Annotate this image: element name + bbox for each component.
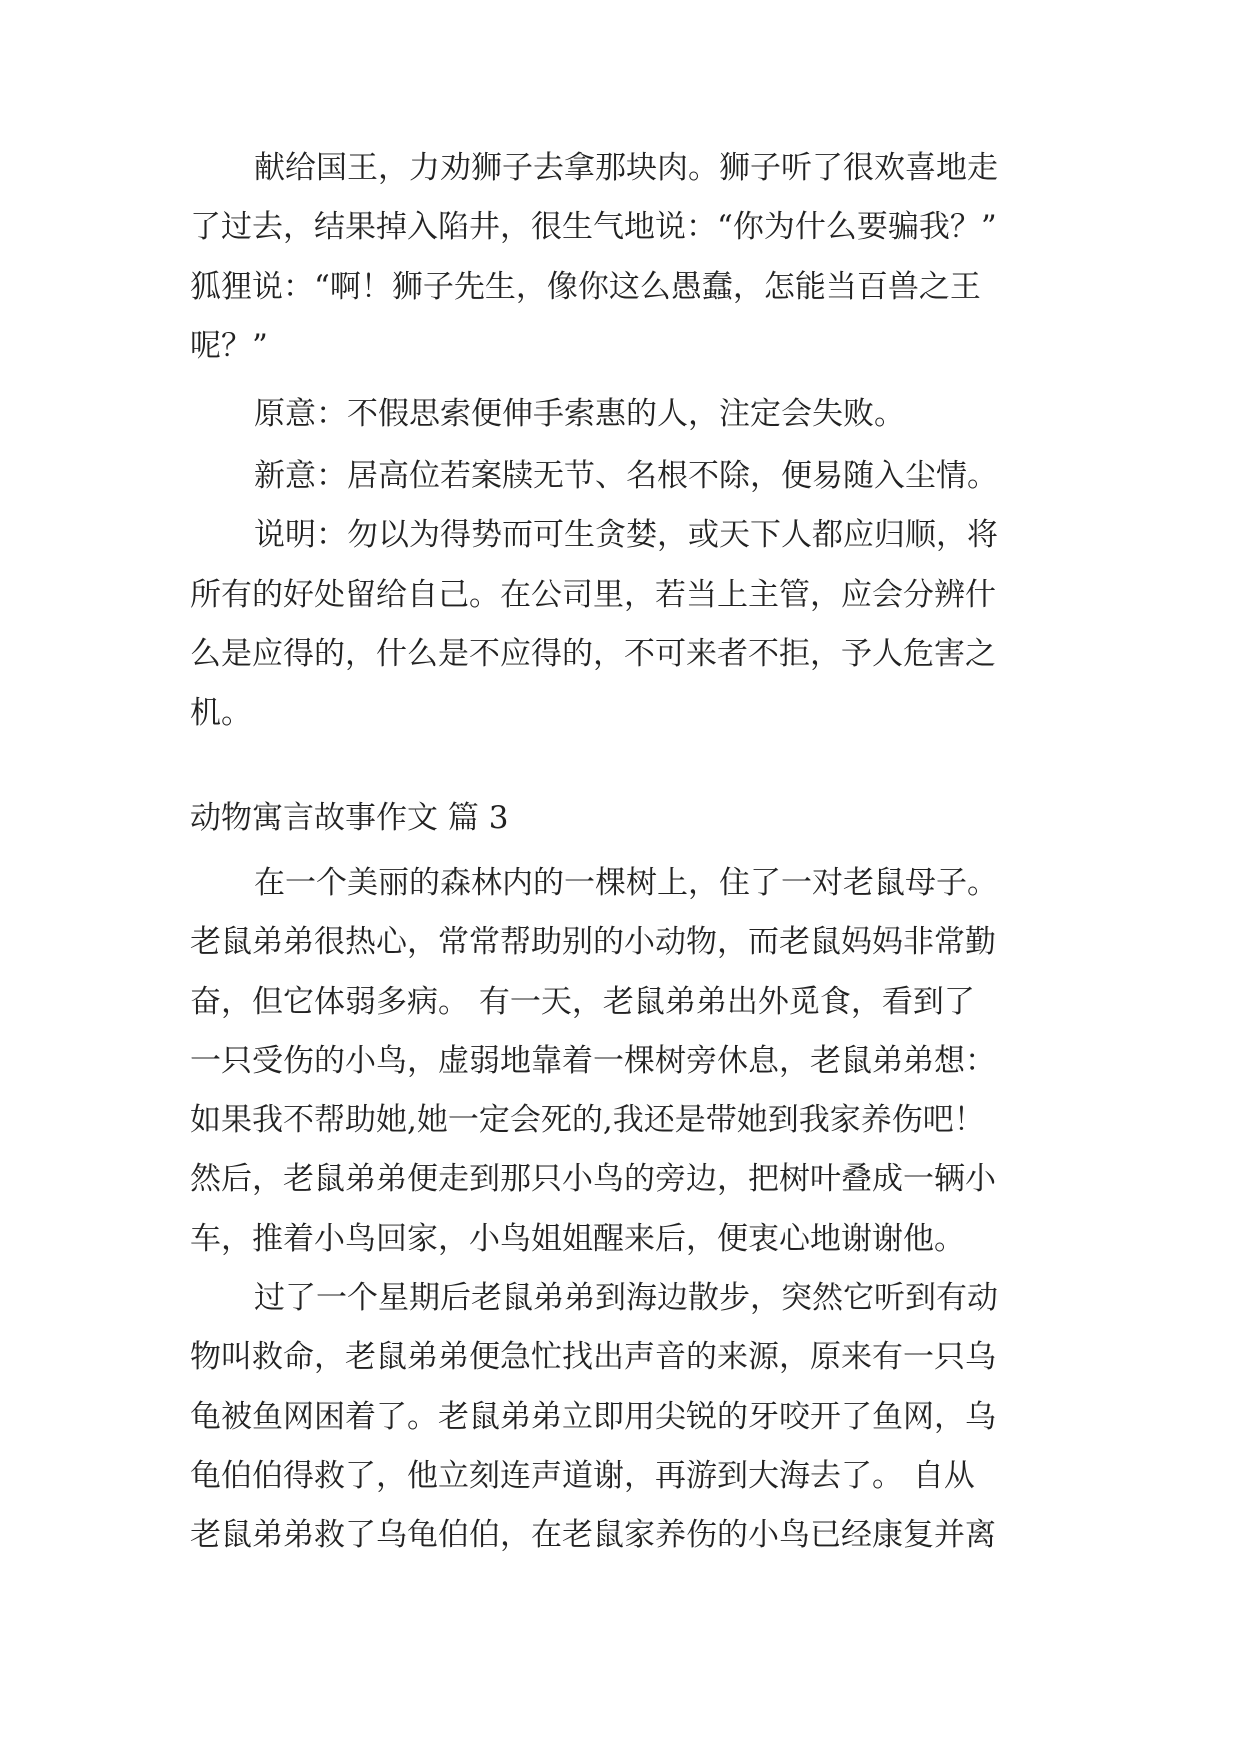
- text-line: 物叫救命，老鼠弟弟便急忙找出声音的来源，原来有一只乌: [190, 1339, 996, 1375]
- text-line: 么是应得的，什么是不应得的，不可来者不拒，予人危害之: [190, 636, 996, 672]
- text-line: 在一个美丽的森林内的一棵树上，住了一对老鼠母子。: [254, 865, 998, 901]
- text-line: 呢？”: [190, 328, 268, 364]
- text-line: 老鼠弟弟救了乌龟伯伯，在老鼠家养伤的小鸟已经康复并离: [190, 1517, 996, 1553]
- text-line: 了过去，结果掉入陷井，很生气地说：“你为什么要骗我？”: [190, 209, 997, 245]
- text-line: 龟被鱼网困着了。老鼠弟弟立即用尖锐的牙咬开了鱼网，乌: [190, 1399, 996, 1435]
- text-line: 车，推着小鸟回家，小鸟姐姐醒来后，便衷心地谢谢他。: [190, 1221, 965, 1257]
- text-line: 奋，但它体弱多病。 有一天，老鼠弟弟出外觅食，看到了: [190, 984, 975, 1020]
- text-line: 龟伯伯得救了，他立刻连声道谢，再游到大海去了。 自从: [190, 1458, 975, 1494]
- text-line: 如果我不帮助她,她一定会死的,我还是带她到我家养伤吧！: [190, 1102, 985, 1138]
- text-line: 所有的好处留给自己。在公司里，若当上主管，应会分辨什: [190, 577, 996, 613]
- text-line: 献给国王，力劝狮子去拿那块肉。狮子听了很欢喜地走: [254, 150, 998, 186]
- text-line: 狐狸说：“啊！狮子先生，像你这么愚蠢，怎能当百兽之王: [190, 269, 981, 305]
- text-line: 机。: [190, 695, 252, 731]
- text-line: 过了一个星期后老鼠弟弟到海边散步，突然它听到有动: [254, 1280, 998, 1316]
- text-line: 原意：不假思索便伸手索惠的人，注定会失败。: [254, 396, 905, 432]
- text-line: 新意：居高位若案牍无节、名根不除，便易随入尘情。: [254, 458, 998, 494]
- section-heading: 动物寓言故事作文 篇 3: [190, 800, 509, 836]
- text-line: 然后，老鼠弟弟便走到那只小鸟的旁边，把树叶叠成一辆小: [190, 1161, 996, 1197]
- text-line: 一只受伤的小鸟，虚弱地靠着一棵树旁休息，老鼠弟弟想：: [190, 1043, 996, 1079]
- text-line: 说明：勿以为得势而可生贪婪，或天下人都应归顺，将: [254, 517, 998, 553]
- text-line: 老鼠弟弟很热心，常常帮助别的小动物，而老鼠妈妈非常勤: [190, 924, 996, 960]
